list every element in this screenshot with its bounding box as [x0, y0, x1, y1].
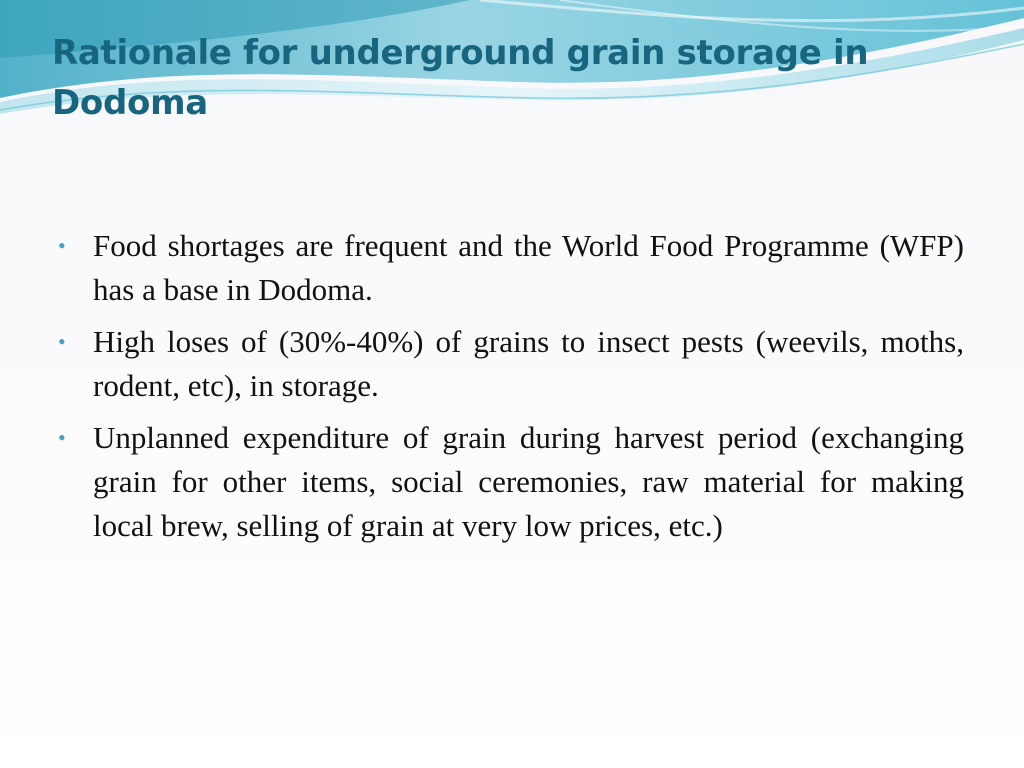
bullet-text: Food shortages are frequent and the World Food Programme (WFP) has a base in Dodoma.: [93, 228, 964, 307]
bullet-text: Unplanned expenditure of grain during harvest period (exchanging grain for other items, social ceremonies, raw material for making local brew, selling of grain at very low prices, etc.): [93, 420, 964, 543]
bullet-item-grain-losses: [58, 320, 964, 408]
round-bullet-icon: •: [58, 329, 66, 354]
round-bullet-icon: •: [58, 425, 66, 450]
bullet-list: [58, 224, 964, 556]
bullet-text: High loses of (30%-40%) of grains to insect pests (weevils, moths, rodent, etc), in storage.: [93, 324, 964, 403]
slide-title: Rationale for underground grain storage in Dodoma: [52, 33, 869, 123]
bullet-item-food-shortages: [58, 224, 964, 312]
round-bullet-icon: •: [58, 233, 66, 258]
bullet-item-unplanned-expenditure: [58, 416, 964, 548]
